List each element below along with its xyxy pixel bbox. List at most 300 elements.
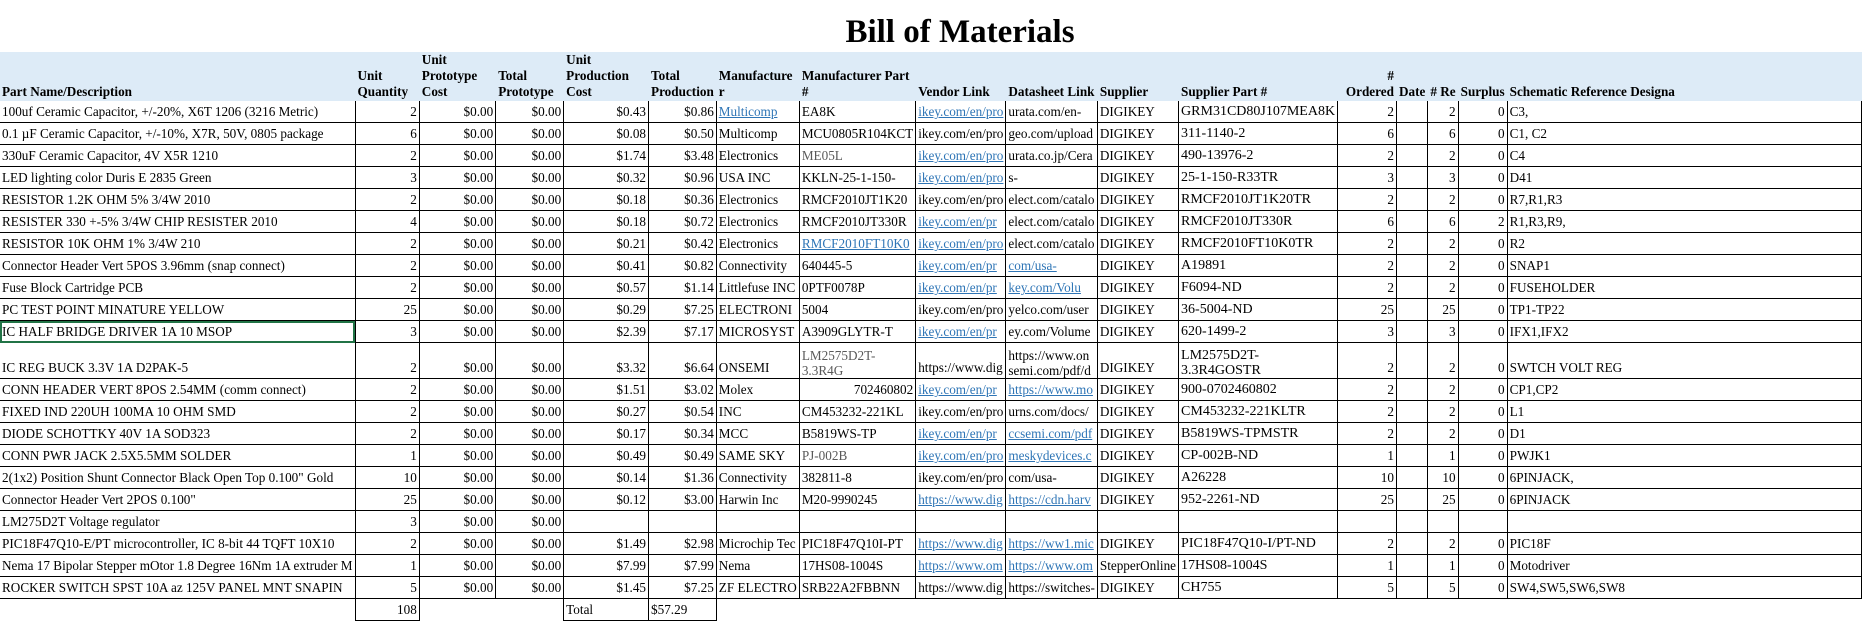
unit-quantity-cell[interactable]: 2 [355, 401, 419, 423]
supplier-part-cell[interactable]: 490-13976-2 [1179, 145, 1338, 167]
total-prototype-cell[interactable]: $0.00 [496, 123, 564, 145]
received-cell[interactable]: 25 [1428, 489, 1458, 511]
manufacturer-part-cell[interactable]: 702460802 [799, 379, 915, 401]
supplier-part-cell[interactable]: CM453232-221KLTR [1179, 401, 1338, 423]
received-cell[interactable]: 2 [1428, 101, 1458, 123]
manufacturer-cell[interactable]: ELECTRONI [716, 299, 799, 321]
supplier-part-cell[interactable]: CH755 [1179, 577, 1338, 599]
total-prototype-cell[interactable]: $0.00 [496, 577, 564, 599]
unit-prototype-cost-cell[interactable]: $0.00 [419, 211, 495, 233]
surplus-cell[interactable]: 0 [1458, 277, 1507, 299]
date-cell[interactable] [1396, 379, 1427, 401]
date-cell[interactable] [1396, 211, 1427, 233]
received-cell[interactable]: 6 [1428, 123, 1458, 145]
unit-quantity-cell[interactable]: 2 [355, 145, 419, 167]
manufacturer-cell[interactable]: Nema [716, 555, 799, 577]
total-prototype-cell[interactable]: $0.00 [496, 189, 564, 211]
supplier-cell[interactable] [1097, 511, 1178, 533]
part-cell[interactable]: 2(1x2) Position Shunt Connector Black Open Top 0.100" Gold [0, 467, 355, 489]
date-cell[interactable] [1396, 233, 1427, 255]
unit-prototype-cost-cell[interactable]: $0.00 [419, 321, 495, 343]
manufacturer-part-cell[interactable]: B5819WS-TP [799, 423, 915, 445]
col-header-total-prototype[interactable]: Total Prototype [496, 52, 564, 101]
total-production-cell[interactable]: $3.02 [649, 379, 717, 401]
surplus-cell[interactable]: 0 [1458, 123, 1507, 145]
surplus-cell[interactable]: 0 [1458, 467, 1507, 489]
vendor-link-cell[interactable]: https://www.dig [916, 343, 1006, 379]
ordered-cell[interactable]: 5 [1338, 577, 1397, 599]
manufacturer-cell[interactable]: ZF ELECTRO [716, 577, 799, 599]
datasheet-link-cell[interactable]: meskydevices.c [1006, 445, 1097, 467]
total-prototype-cell[interactable]: $0.00 [496, 277, 564, 299]
manufacturer-cell[interactable]: Connectivity [716, 255, 799, 277]
schematic-reference-cell[interactable]: D1 [1507, 423, 1861, 445]
col-header-unit-production-cost[interactable]: Unit Production Cost [564, 52, 649, 101]
date-cell[interactable] [1396, 255, 1427, 277]
ordered-cell[interactable]: 2 [1338, 401, 1397, 423]
col-header-date[interactable]: Date [1396, 52, 1427, 101]
part-cell[interactable]: Nema 17 Bipolar Stepper mOtor 1.8 Degree 16Nm 1A extruder M [0, 555, 355, 577]
supplier-part-cell[interactable]: A19891 [1179, 255, 1338, 277]
datasheet-link-cell[interactable]: elect.com/catalo [1006, 233, 1097, 255]
received-cell[interactable]: 2 [1428, 423, 1458, 445]
supplier-cell[interactable]: DIGIKEY [1097, 423, 1178, 445]
supplier-cell[interactable]: DIGIKEY [1097, 189, 1178, 211]
unit-prototype-cost-cell[interactable]: $0.00 [419, 445, 495, 467]
total-production-cell[interactable]: $0.42 [649, 233, 717, 255]
date-cell[interactable] [1396, 343, 1427, 379]
unit-quantity-cell[interactable]: 1 [355, 555, 419, 577]
ordered-cell[interactable]: 2 [1338, 277, 1397, 299]
supplier-part-cell[interactable]: LM2575D2T-3.3R4GOSTR [1179, 343, 1338, 379]
vendor-link-cell[interactable]: ikey.com/en/pr [916, 379, 1006, 401]
total-prototype-cell[interactable]: $0.00 [496, 467, 564, 489]
unit-quantity-cell[interactable]: 3 [355, 511, 419, 533]
manufacturer-cell[interactable]: ONSEMI [716, 343, 799, 379]
total-prototype-cell[interactable]: $0.00 [496, 321, 564, 343]
unit-prototype-cost-cell[interactable]: $0.00 [419, 167, 495, 189]
col-header-total-production[interactable]: Total Production [649, 52, 717, 101]
supplier-cell[interactable]: DIGIKEY [1097, 145, 1178, 167]
supplier-part-cell[interactable]: PIC18F47Q10-I/PT-ND [1179, 533, 1338, 555]
date-cell[interactable] [1396, 445, 1427, 467]
total-production-cell[interactable] [649, 511, 717, 533]
manufacturer-cell[interactable]: Molex [716, 379, 799, 401]
total-prototype-cell[interactable]: $0.00 [496, 299, 564, 321]
total-production-cell[interactable]: $6.64 [649, 343, 717, 379]
col-header-supplier[interactable]: Supplier [1097, 52, 1178, 101]
schematic-reference-cell[interactable]: TP1-TP22 [1507, 299, 1861, 321]
unit-quantity-cell[interactable]: 2 [355, 189, 419, 211]
manufacturer-cell[interactable]: Electronics [716, 233, 799, 255]
unit-quantity-cell[interactable]: 2 [355, 101, 419, 123]
received-cell[interactable] [1428, 511, 1458, 533]
vendor-link-cell[interactable]: https://www.dig [916, 489, 1006, 511]
supplier-cell[interactable]: DIGIKEY [1097, 445, 1178, 467]
total-prototype-cell[interactable]: $0.00 [496, 533, 564, 555]
unit-production-cost-cell[interactable]: $0.49 [564, 445, 649, 467]
part-cell[interactable]: PIC18F47Q10-E/PT microcontroller, IC 8-bit 44 TQFT 10X10 [0, 533, 355, 555]
received-cell[interactable]: 3 [1428, 167, 1458, 189]
unit-production-cost-cell[interactable]: $0.17 [564, 423, 649, 445]
total-production-cell[interactable]: $2.98 [649, 533, 717, 555]
schematic-reference-cell[interactable]: Motodriver [1507, 555, 1861, 577]
total-prototype-cell[interactable]: $0.00 [496, 145, 564, 167]
surplus-cell[interactable]: 0 [1458, 445, 1507, 467]
manufacturer-cell[interactable]: Harwin Inc [716, 489, 799, 511]
manufacturer-part-cell[interactable]: PJ-002B [799, 445, 915, 467]
unit-production-cost-cell[interactable]: $1.51 [564, 379, 649, 401]
col-header-unit-prototype-cost[interactable]: Unit Prototype Cost [419, 52, 495, 101]
received-cell[interactable]: 1 [1428, 445, 1458, 467]
datasheet-link-cell[interactable]: ccsemi.com/pdf [1006, 423, 1097, 445]
manufacturer-cell[interactable]: Multicomp [716, 101, 799, 123]
manufacturer-cell[interactable] [716, 511, 799, 533]
received-cell[interactable]: 2 [1428, 255, 1458, 277]
vendor-link-cell[interactable]: ikey.com/en/pro [916, 167, 1006, 189]
unit-prototype-cost-cell[interactable]: $0.00 [419, 467, 495, 489]
unit-production-cost-cell[interactable]: $0.32 [564, 167, 649, 189]
datasheet-link-cell[interactable]: s- [1006, 167, 1097, 189]
manufacturer-part-cell[interactable]: MCU0805R104KCT [799, 123, 915, 145]
unit-prototype-cost-cell[interactable]: $0.00 [419, 533, 495, 555]
date-cell[interactable] [1396, 145, 1427, 167]
col-header-datasheet-link[interactable]: Datasheet Link [1006, 52, 1097, 101]
supplier-part-cell[interactable] [1179, 511, 1338, 533]
unit-production-cost-cell[interactable]: $0.14 [564, 467, 649, 489]
schematic-reference-cell[interactable]: SW4,SW5,SW6,SW8 [1507, 577, 1861, 599]
date-cell[interactable] [1396, 401, 1427, 423]
unit-quantity-cell[interactable]: 3 [355, 321, 419, 343]
unit-quantity-cell[interactable]: 6 [355, 123, 419, 145]
part-cell[interactable]: Connector Header Vert 2POS 0.100" [0, 489, 355, 511]
unit-quantity-cell[interactable]: 2 [355, 233, 419, 255]
unit-production-cost-cell[interactable]: $7.99 [564, 555, 649, 577]
surplus-cell[interactable]: 0 [1458, 189, 1507, 211]
unit-prototype-cost-cell[interactable]: $0.00 [419, 511, 495, 533]
supplier-part-cell[interactable]: 17HS08-1004S [1179, 555, 1338, 577]
unit-quantity-cell[interactable]: 2 [355, 277, 419, 299]
manufacturer-part-cell[interactable]: LM2575D2T-3.3R4G [799, 343, 915, 379]
part-cell[interactable]: DIODE SCHOTTKY 40V 1A SOD323 [0, 423, 355, 445]
manufacturer-cell[interactable]: Microchip Tec [716, 533, 799, 555]
unit-prototype-cost-cell[interactable]: $0.00 [419, 489, 495, 511]
schematic-reference-cell[interactable]: R2 [1507, 233, 1861, 255]
manufacturer-part-cell[interactable]: SRB22A2FBBNN [799, 577, 915, 599]
supplier-cell[interactable]: DIGIKEY [1097, 255, 1178, 277]
ordered-cell[interactable]: 2 [1338, 379, 1397, 401]
total-production-cell[interactable]: $7.17 [649, 321, 717, 343]
supplier-cell[interactable]: StepperOnline [1097, 555, 1178, 577]
unit-quantity-cell[interactable]: 2 [355, 255, 419, 277]
received-cell[interactable]: 3 [1428, 321, 1458, 343]
received-cell[interactable]: 2 [1428, 189, 1458, 211]
total-production-cell[interactable]: $0.34 [649, 423, 717, 445]
datasheet-link-cell[interactable]: urata.com/en- [1006, 101, 1097, 123]
date-cell[interactable] [1396, 423, 1427, 445]
ordered-cell[interactable]: 1 [1338, 445, 1397, 467]
datasheet-link-cell[interactable]: urata.co.jp/Cera [1006, 145, 1097, 167]
total-production-cell[interactable]: $3.00 [649, 489, 717, 511]
schematic-reference-cell[interactable]: SWTCH VOLT REG [1507, 343, 1861, 379]
part-cell[interactable]: 100uf Ceramic Capacitor, +/-20%, X6T 1206 (3216 Metric) [0, 101, 355, 123]
supplier-part-cell[interactable]: B5819WS-TPMSTR [1179, 423, 1338, 445]
ordered-cell[interactable]: 2 [1338, 101, 1397, 123]
manufacturer-part-cell[interactable]: RMCF2010JT330R [799, 211, 915, 233]
vendor-link-cell[interactable]: ikey.com/en/pr [916, 423, 1006, 445]
supplier-cell[interactable]: DIGIKEY [1097, 467, 1178, 489]
col-header-schematic-reference[interactable]: Schematic Reference Designa [1507, 52, 1861, 101]
manufacturer-part-cell[interactable]: KKLN-25-1-150- [799, 167, 915, 189]
supplier-cell[interactable]: DIGIKEY [1097, 343, 1178, 379]
supplier-part-cell[interactable]: 36-5004-ND [1179, 299, 1338, 321]
part-cell[interactable]: LED lighting color Duris E 2835 Green [0, 167, 355, 189]
unit-production-cost-cell[interactable]: $0.18 [564, 189, 649, 211]
total-prototype-cell[interactable]: $0.00 [496, 167, 564, 189]
total-prototype-cell[interactable]: $0.00 [496, 343, 564, 379]
total-prototype-cell[interactable]: $0.00 [496, 233, 564, 255]
surplus-cell[interactable]: 0 [1458, 101, 1507, 123]
date-cell[interactable] [1396, 321, 1427, 343]
unit-quantity-cell[interactable]: 2 [355, 343, 419, 379]
unit-quantity-cell[interactable]: 2 [355, 423, 419, 445]
total-amount-cell[interactable]: $57.29 [649, 599, 717, 621]
unit-prototype-cost-cell[interactable]: $0.00 [419, 555, 495, 577]
vendor-link-cell[interactable]: ikey.com/en/pro [916, 101, 1006, 123]
ordered-cell[interactable]: 2 [1338, 145, 1397, 167]
unit-production-cost-cell[interactable]: $0.21 [564, 233, 649, 255]
manufacturer-part-cell[interactable]: RMCF2010FT10K0 [799, 233, 915, 255]
col-header-vendor-link[interactable]: Vendor Link [916, 52, 1006, 101]
unit-quantity-cell[interactable]: 25 [355, 489, 419, 511]
supplier-cell[interactable]: DIGIKEY [1097, 577, 1178, 599]
supplier-cell[interactable]: DIGIKEY [1097, 379, 1178, 401]
surplus-cell[interactable]: 0 [1458, 233, 1507, 255]
total-production-cell[interactable]: $1.36 [649, 467, 717, 489]
received-cell[interactable]: 2 [1428, 233, 1458, 255]
supplier-part-cell[interactable]: 620-1499-2 [1179, 321, 1338, 343]
unit-quantity-cell[interactable]: 2 [355, 533, 419, 555]
surplus-cell[interactable]: 0 [1458, 577, 1507, 599]
schematic-reference-cell[interactable]: SNAP1 [1507, 255, 1861, 277]
unit-production-cost-cell[interactable] [564, 511, 649, 533]
manufacturer-cell[interactable]: Littlefuse INC [716, 277, 799, 299]
part-cell[interactable]: RESISTOR 1.2K OHM 5% 3/4W 2010 [0, 189, 355, 211]
vendor-link-cell[interactable]: ikey.com/en/pro [916, 299, 1006, 321]
manufacturer-part-cell[interactable]: PIC18F47Q10I-PT [799, 533, 915, 555]
schematic-reference-cell[interactable]: C1, C2 [1507, 123, 1861, 145]
unit-production-cost-cell[interactable]: $0.27 [564, 401, 649, 423]
total-production-cell[interactable]: $0.86 [649, 101, 717, 123]
manufacturer-part-cell[interactable]: EA8K [799, 101, 915, 123]
unit-quantity-cell[interactable]: 10 [355, 467, 419, 489]
manufacturer-cell[interactable]: Multicomp [716, 123, 799, 145]
manufacturer-part-cell[interactable] [799, 511, 915, 533]
vendor-link-cell[interactable]: ikey.com/en/pro [916, 467, 1006, 489]
unit-production-cost-cell[interactable]: $0.08 [564, 123, 649, 145]
vendor-link-cell[interactable]: ikey.com/en/pro [916, 445, 1006, 467]
schematic-reference-cell[interactable]: PIC18F [1507, 533, 1861, 555]
part-cell[interactable]: IC HALF BRIDGE DRIVER 1A 10 MSOP [0, 321, 355, 343]
schematic-reference-cell[interactable]: R1,R3,R9, [1507, 211, 1861, 233]
vendor-link-cell[interactable]: ikey.com/en/pr [916, 211, 1006, 233]
supplier-cell[interactable]: DIGIKEY [1097, 321, 1178, 343]
unit-quantity-cell[interactable]: 25 [355, 299, 419, 321]
received-cell[interactable]: 25 [1428, 299, 1458, 321]
schematic-reference-cell[interactable]: PWJK1 [1507, 445, 1861, 467]
date-cell[interactable] [1396, 489, 1427, 511]
part-cell[interactable]: Fuse Block Cartridge PCB [0, 277, 355, 299]
supplier-part-cell[interactable]: A26228 [1179, 467, 1338, 489]
total-production-cell[interactable]: $7.25 [649, 299, 717, 321]
vendor-link-cell[interactable]: https://www.dig [916, 533, 1006, 555]
unit-prototype-cost-cell[interactable]: $0.00 [419, 101, 495, 123]
col-header-part[interactable]: Part Name/Description [0, 52, 355, 101]
supplier-cell[interactable]: DIGIKEY [1097, 489, 1178, 511]
supplier-part-cell[interactable]: F6094-ND [1179, 277, 1338, 299]
unit-production-cost-cell[interactable]: $0.29 [564, 299, 649, 321]
datasheet-link-cell[interactable]: https://www.om [1006, 555, 1097, 577]
ordered-cell[interactable]: 2 [1338, 233, 1397, 255]
total-production-cell[interactable]: $1.14 [649, 277, 717, 299]
total-quantity-cell[interactable]: 108 [355, 599, 419, 621]
unit-quantity-cell[interactable]: 4 [355, 211, 419, 233]
received-cell[interactable]: 2 [1428, 401, 1458, 423]
received-cell[interactable]: 10 [1428, 467, 1458, 489]
vendor-link-cell[interactable]: ikey.com/en/pro [916, 189, 1006, 211]
manufacturer-part-cell[interactable]: 17HS08-1004S [799, 555, 915, 577]
unit-prototype-cost-cell[interactable]: $0.00 [419, 189, 495, 211]
unit-prototype-cost-cell[interactable]: $0.00 [419, 401, 495, 423]
part-cell[interactable]: 0.1 µF Ceramic Capacitor, +/-10%, X7R, 50V, 0805 package [0, 123, 355, 145]
unit-prototype-cost-cell[interactable]: $0.00 [419, 577, 495, 599]
unit-production-cost-cell[interactable]: $2.39 [564, 321, 649, 343]
total-production-cell[interactable]: $0.49 [649, 445, 717, 467]
total-prototype-cell[interactable]: $0.00 [496, 379, 564, 401]
surplus-cell[interactable] [1458, 511, 1507, 533]
manufacturer-cell[interactable]: Electronics [716, 189, 799, 211]
manufacturer-cell[interactable]: Connectivity [716, 467, 799, 489]
unit-production-cost-cell[interactable]: $3.32 [564, 343, 649, 379]
total-production-cell[interactable]: $0.72 [649, 211, 717, 233]
date-cell[interactable] [1396, 467, 1427, 489]
received-cell[interactable]: 1 [1428, 555, 1458, 577]
supplier-cell[interactable]: DIGIKEY [1097, 299, 1178, 321]
unit-prototype-cost-cell[interactable]: $0.00 [419, 423, 495, 445]
surplus-cell[interactable]: 0 [1458, 255, 1507, 277]
vendor-link-cell[interactable]: https://www.dig [916, 577, 1006, 599]
total-prototype-cell[interactable]: $0.00 [496, 511, 564, 533]
ordered-cell[interactable]: 1 [1338, 555, 1397, 577]
date-cell[interactable] [1396, 533, 1427, 555]
unit-prototype-cost-cell[interactable]: $0.00 [419, 233, 495, 255]
supplier-part-cell[interactable]: RMCF2010JT1K20TR [1179, 189, 1338, 211]
date-cell[interactable] [1396, 123, 1427, 145]
schematic-reference-cell[interactable]: C3, [1507, 101, 1861, 123]
supplier-cell[interactable]: DIGIKEY [1097, 123, 1178, 145]
supplier-part-cell[interactable]: RMCF2010JT330R [1179, 211, 1338, 233]
manufacturer-part-cell[interactable]: 640445-5 [799, 255, 915, 277]
supplier-cell[interactable]: DIGIKEY [1097, 101, 1178, 123]
surplus-cell[interactable]: 0 [1458, 423, 1507, 445]
total-prototype-cell[interactable]: $0.00 [496, 401, 564, 423]
col-header-ordered[interactable]: # Ordered [1338, 52, 1397, 101]
datasheet-link-cell[interactable]: key.com/Volu [1006, 277, 1097, 299]
manufacturer-part-cell[interactable]: 0PTF0078P [799, 277, 915, 299]
manufacturer-part-cell[interactable]: A3909GLYTR-T [799, 321, 915, 343]
total-production-cell[interactable]: $0.50 [649, 123, 717, 145]
ordered-cell[interactable]: 2 [1338, 533, 1397, 555]
unit-prototype-cost-cell[interactable]: $0.00 [419, 145, 495, 167]
total-prototype-cell[interactable]: $0.00 [496, 101, 564, 123]
total-prototype-cell[interactable]: $0.00 [496, 555, 564, 577]
supplier-cell[interactable]: DIGIKEY [1097, 533, 1178, 555]
unit-quantity-cell[interactable]: 1 [355, 445, 419, 467]
surplus-cell[interactable]: 0 [1458, 401, 1507, 423]
total-production-cell[interactable]: $0.54 [649, 401, 717, 423]
unit-production-cost-cell[interactable]: $1.49 [564, 533, 649, 555]
supplier-cell[interactable]: DIGIKEY [1097, 401, 1178, 423]
vendor-link-cell[interactable]: ikey.com/en/pro [916, 123, 1006, 145]
datasheet-link-cell[interactable]: https://www.mo [1006, 379, 1097, 401]
unit-prototype-cost-cell[interactable]: $0.00 [419, 343, 495, 379]
manufacturer-cell[interactable]: MICROSYST [716, 321, 799, 343]
part-cell[interactable]: IC REG BUCK 3.3V 1A D2PAK-5 [0, 343, 355, 379]
manufacturer-cell[interactable]: SAME SKY [716, 445, 799, 467]
date-cell[interactable] [1396, 189, 1427, 211]
total-prototype-cell[interactable]: $0.00 [496, 211, 564, 233]
datasheet-link-cell[interactable] [1006, 511, 1097, 533]
ordered-cell[interactable]: 6 [1338, 211, 1397, 233]
received-cell[interactable]: 2 [1428, 379, 1458, 401]
ordered-cell[interactable]: 3 [1338, 167, 1397, 189]
surplus-cell[interactable]: 0 [1458, 299, 1507, 321]
total-prototype-cell[interactable]: $0.00 [496, 445, 564, 467]
ordered-cell[interactable] [1338, 511, 1397, 533]
date-cell[interactable] [1396, 511, 1427, 533]
datasheet-link-cell[interactable]: com/usa- [1006, 467, 1097, 489]
col-header-received[interactable]: # Re [1428, 52, 1458, 101]
received-cell[interactable]: 6 [1428, 211, 1458, 233]
unit-prototype-cost-cell[interactable]: $0.00 [419, 379, 495, 401]
supplier-part-cell[interactable]: 311-1140-2 [1179, 123, 1338, 145]
part-cell[interactable]: CONN PWR JACK 2.5X5.5MM SOLDER [0, 445, 355, 467]
schematic-reference-cell[interactable]: L1 [1507, 401, 1861, 423]
vendor-link-cell[interactable]: ikey.com/en/pro [916, 401, 1006, 423]
part-cell[interactable]: RESISTOR 10K OHM 1% 3/4W 210 [0, 233, 355, 255]
supplier-part-cell[interactable]: 900-0702460802 [1179, 379, 1338, 401]
manufacturer-cell[interactable]: Electronics [716, 145, 799, 167]
surplus-cell[interactable]: 0 [1458, 379, 1507, 401]
date-cell[interactable] [1396, 101, 1427, 123]
schematic-reference-cell[interactable]: IFX1,IFX2 [1507, 321, 1861, 343]
part-cell[interactable]: CONN HEADER VERT 8POS 2.54MM (comm connect) [0, 379, 355, 401]
schematic-reference-cell[interactable]: 6PINJACK [1507, 489, 1861, 511]
date-cell[interactable] [1396, 555, 1427, 577]
vendor-link-cell[interactable] [916, 511, 1006, 533]
supplier-cell[interactable]: DIGIKEY [1097, 167, 1178, 189]
schematic-reference-cell[interactable]: R7,R1,R3 [1507, 189, 1861, 211]
col-header-unit-quantity[interactable]: Unit Quantity [355, 52, 419, 101]
part-cell[interactable]: 330uF Ceramic Capacitor, 4V X5R 1210 [0, 145, 355, 167]
total-prototype-cell[interactable]: $0.00 [496, 255, 564, 277]
date-cell[interactable] [1396, 299, 1427, 321]
unit-production-cost-cell[interactable]: $0.43 [564, 101, 649, 123]
supplier-part-cell[interactable]: 25-1-150-R33TR [1179, 167, 1338, 189]
unit-prototype-cost-cell[interactable]: $0.00 [419, 299, 495, 321]
total-production-cell[interactable]: $0.36 [649, 189, 717, 211]
datasheet-link-cell[interactable]: com/usa- [1006, 255, 1097, 277]
